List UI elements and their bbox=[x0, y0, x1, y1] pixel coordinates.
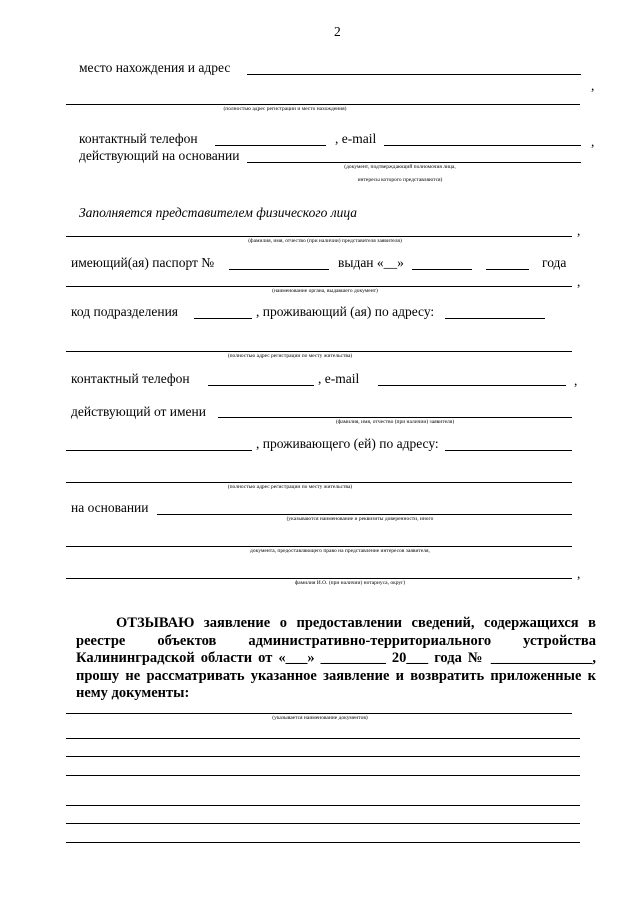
passport-number-field[interactable] bbox=[229, 269, 329, 270]
org-phone-field[interactable] bbox=[215, 145, 326, 146]
issued-month-field[interactable] bbox=[412, 269, 472, 270]
docs-field-line5[interactable] bbox=[66, 805, 580, 806]
org-basis-hint-1: (документ, подтверждающий полномочия лица, bbox=[344, 164, 456, 170]
withdrawal-line-2: реестре объектов административно-территориального устройства bbox=[76, 632, 596, 649]
address-hint: (полностью адрес регистрации и место нахождения) bbox=[223, 106, 347, 112]
rep-phone-label: контактный телефон bbox=[71, 371, 190, 386]
applicant-name-field-line2[interactable] bbox=[66, 450, 252, 451]
withdrawal-line-5: нему документы: bbox=[76, 685, 190, 701]
applicant-name-field[interactable] bbox=[218, 417, 572, 418]
docs-field-line3[interactable] bbox=[66, 756, 580, 757]
address-label: место нахождения и адрес bbox=[79, 60, 231, 75]
org-email-field[interactable] bbox=[384, 145, 581, 146]
passport-label: имеющий(ая) паспорт № bbox=[71, 255, 215, 270]
address-field-line2[interactable] bbox=[66, 104, 580, 105]
org-basis-label: действующий на основании bbox=[79, 148, 240, 163]
applicant-residence-hint: (полностью адрес регистрации по месту жительства) bbox=[227, 484, 353, 490]
rep-basis-hint: (указываются наименование и реквизиты доверенности, иного bbox=[286, 516, 434, 522]
rep-basis-field[interactable] bbox=[157, 514, 572, 515]
docs-field-line7[interactable] bbox=[66, 842, 580, 843]
withdrawal-statement bbox=[76, 615, 596, 703]
rep-residing-label: , проживающий (ая) по адресу: bbox=[256, 304, 435, 319]
docs-field-line6[interactable] bbox=[66, 823, 580, 824]
comma: , bbox=[577, 274, 581, 289]
org-phone-label: контактный телефон bbox=[79, 131, 198, 146]
comma: , bbox=[577, 566, 581, 581]
rep-residence-hint: (полностью адрес регистрации по месту жительства) bbox=[227, 353, 353, 359]
applicant-residence-field[interactable] bbox=[445, 450, 572, 451]
docs-field-line4[interactable] bbox=[66, 775, 580, 776]
rep-residence-field-line2[interactable] bbox=[66, 351, 572, 352]
division-code-field[interactable] bbox=[194, 318, 252, 319]
comma: , bbox=[574, 373, 578, 388]
issued-year-field[interactable] bbox=[486, 269, 529, 270]
issuer-hint: (наименование органа, выдавшего документ) bbox=[272, 288, 378, 294]
comma: , bbox=[591, 78, 595, 93]
page-number: 2 bbox=[334, 24, 341, 39]
withdrawal-line-3: Калининградской области от «___» _________ 20___ года № ______________, bbox=[76, 650, 596, 666]
rep-email-field[interactable] bbox=[378, 385, 566, 386]
doc-hint: документа, предоставляющего право на представление интересов заявителя, bbox=[250, 548, 430, 554]
withdrawal-line-1: ОТЗЫВАЮ заявление о предоставлении сведений, содержащихся в bbox=[116, 615, 596, 631]
division-label: код подразделения bbox=[71, 304, 179, 319]
applicant-hint: (фамилия, имя, отчество (при наличии) заявителя) bbox=[335, 419, 455, 425]
rep-name-field[interactable] bbox=[66, 236, 572, 237]
rep-heading: Заполняется представителем физического лица bbox=[79, 205, 358, 220]
org-basis-field[interactable] bbox=[247, 162, 581, 163]
comma: , bbox=[591, 134, 595, 149]
rep-email-label: , e-mail bbox=[318, 371, 360, 386]
address-field[interactable] bbox=[247, 74, 581, 75]
org-basis-hint-2: интересы которого представляются) bbox=[357, 177, 443, 183]
year-label: года bbox=[542, 255, 567, 270]
rep-phone-field[interactable] bbox=[208, 385, 314, 386]
docs-field[interactable] bbox=[66, 713, 572, 714]
org-email-label: , e-mail bbox=[335, 131, 377, 146]
withdrawal-line-4: прошу не рассматривать указанное заявление и возвратить приложенные к bbox=[76, 667, 596, 684]
applicant-residing-label: , проживающего (ей) по адресу: bbox=[256, 436, 439, 451]
applicant-residence-field-line2[interactable] bbox=[66, 482, 572, 483]
rep-residence-field[interactable] bbox=[445, 318, 545, 319]
issuer-field[interactable] bbox=[66, 286, 572, 287]
docs-hint: (указывается наименование документов) bbox=[272, 715, 368, 721]
comma: , bbox=[577, 223, 581, 238]
rep-basis-field-line2[interactable] bbox=[66, 546, 572, 547]
acting-label: действующий от имени bbox=[71, 404, 206, 419]
notary-field[interactable] bbox=[66, 578, 572, 579]
rep-name-hint: (фамилия, имя, отчество (при наличии) представителя заявителя) bbox=[248, 238, 402, 244]
issued-label: выдан «__» bbox=[338, 255, 404, 270]
rep-basis-label: на основании bbox=[71, 500, 149, 515]
docs-field-line2[interactable] bbox=[66, 738, 580, 739]
notary-hint: фамилия И.О. (при наличии) нотариуса, округ) bbox=[294, 580, 406, 586]
